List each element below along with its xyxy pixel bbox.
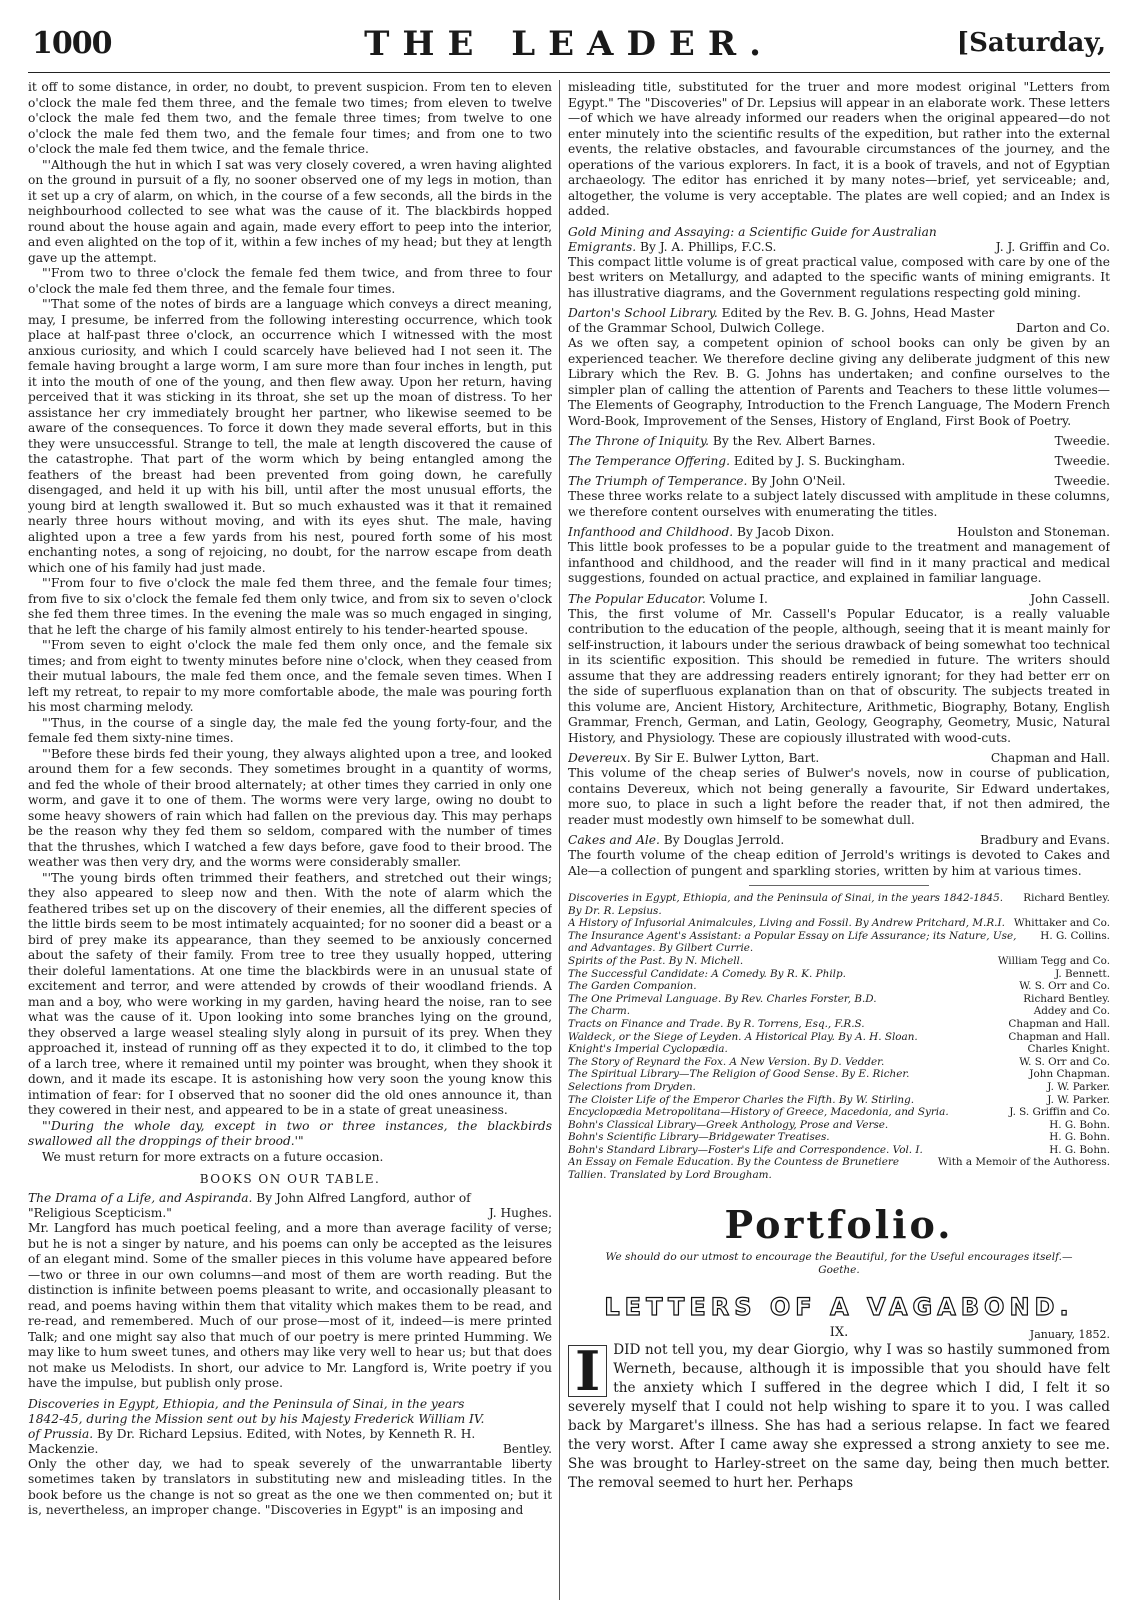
book-author: Edited by the Rev. B. G. Johns, Head Master of the Grammar School, Dulwich College. bbox=[568, 306, 995, 335]
received-book-row bbox=[568, 1131, 1110, 1144]
book-title: Infanthood and Childhood. bbox=[568, 525, 734, 539]
received-book-title: The Story of Reynard the Fox. A New Version. By D. Vedder. bbox=[568, 1055, 885, 1068]
book-publisher: Chapman and Hall. bbox=[990, 751, 1110, 765]
book-author: Edited by J. S. Buckingham. bbox=[733, 454, 906, 468]
received-book-publisher: W. S. Orr and Co. bbox=[1019, 1055, 1110, 1068]
book-entry-heading bbox=[568, 751, 1110, 766]
received-book-row bbox=[568, 1056, 1110, 1069]
book-review-text: Mr. Langford has much poetical feeling, and a more than average facility of verse; but he is not a singer by nature, and his poems can only be accepted as the leisures of an elegant mind. Some of the smaller pieces in this volume have appeared before—two or three in our own columns—and most of them are worth reading. But the distinction is infinite between poems pleasant to write, and occasionally pleasant to read, and poems having within them that vitality which makes them to be read, and re-read, and remembered. Much of our prose—most of it, indeed—is mere printed Talk; and one might say also that much of our poetry is mere printed Humming. We may like to hum sweet tunes, and others may like very well to hear us; but that does not make us Melodists. In short, our advice to Mr. Langford is, Write poetry if you have the impulse, but publish only prose. bbox=[28, 1221, 552, 1390]
received-book-row bbox=[568, 1043, 1110, 1056]
received-book-row bbox=[568, 917, 1110, 930]
received-book-title: Tracts on Finance and Trade. By R. Torrens, Esq., F.R.S. bbox=[568, 1017, 865, 1030]
book-publisher: Tweedie. bbox=[1054, 454, 1110, 468]
book-entry-heading bbox=[568, 474, 1110, 489]
received-book-title: Bohn's Standard Library—Foster's Life and Correspondence. Vol. I. bbox=[568, 1143, 923, 1156]
continued-review-text: misleading title, substituted for the truer and more modest original "Letters from Egypt." The "Discoveries" of Dr. Lepsius will appear in an elaborate work. These letters—of which we have already informed our readers when the original appeared—do not enter minutely into the scientific results of the expedition, but rather into the external events, the relative obstacles, and favourable circumstances of the journey, and the operations of the various explorers. In fact, it is a book of travels, and not of Egyptian archaeology. The editor has enriched it by many notes—brief, yet serviceable; and, altogether, the volume is very acceptable. The plates are well copied; and an Index is added. bbox=[568, 80, 1110, 218]
book-publisher: Bentley. bbox=[502, 1441, 552, 1456]
received-book-publisher: Whittaker and Co. bbox=[1013, 917, 1110, 930]
received-book-publisher: William Tegg and Co. bbox=[997, 954, 1110, 967]
book-author: By John Alfred Langford, author of "Religious Scepticism." bbox=[28, 1191, 471, 1220]
letters-heading: LETTERS OF A VAGABOND. bbox=[604, 1292, 1074, 1321]
article-paragraph: "'Before these birds fed their young, they always alighted upon a tree, and looked around them for a few seconds. They sometimes brought in a quantity of worms, and fed the whole of their brood alternately; at other times they carried in only one worm, and gave it to one of them. The worms were very large, owing no doubt to some heavy showers of rain which had fallen on the previous day. This may perhaps be the reason why they fed them so seldom, compared with the number of times that the thrushes, which I watched a few days before, gave food to their brood. The weather was then very dry, and the worms were considerably smaller. bbox=[28, 746, 552, 869]
received-book-publisher: John Chapman. bbox=[1029, 1068, 1110, 1081]
book-review-text: This little book professes to be a popular guide to the treatment and management of infanthood and childhood, and the reader will find in it many practical and medical suggestions, founded on actual practice, and explained in familiar language. bbox=[568, 540, 1110, 585]
article-paragraph: "'Thus, in the course of a single day, the male fed the young forty-four, and the female fed them sixty-nine times. bbox=[28, 715, 552, 745]
received-book-row bbox=[568, 1156, 1110, 1181]
book-entry-heading bbox=[28, 1397, 552, 1457]
books-section-heading: BOOKS ON OUR TABLE. bbox=[199, 1172, 381, 1186]
received-book-title: An Essay on Female Education. By the Countess de Brunetiere Tallien. Translated by Lord Brougham. bbox=[568, 1156, 899, 1182]
received-book-row bbox=[568, 1144, 1110, 1157]
received-book-publisher: J. S. Griffin and Co. bbox=[1009, 1106, 1110, 1119]
book-review-text: This, the first volume of Mr. Cassell's Popular Educator, is a really valuable contribution to the education of the people, although, seeing that it is meant mainly for self-instruction, it labours under the serious drawback of being somewhat too technical in its scientific exposition. This should be remedied in future. The writers should assume that they are addressing readers entirely ignorant; for they had better err on the side of superfluous explanation than on that of obscurity. The subjects treated in this volume are, Ancient History, Architecture, Arithmetic, Biography, Botany, English Grammar, French, German, and Latin, Geology, Geography, Geometry, Music, Natural History, and Physiology. These are copiously illustrated with wood-cuts. bbox=[568, 606, 1110, 745]
book-author: Volume I. bbox=[709, 591, 768, 606]
page-number: 1000 bbox=[32, 26, 112, 61]
received-book-row bbox=[568, 892, 1110, 917]
book-publisher: Tweedie. bbox=[1054, 474, 1110, 488]
article-paragraph: "'That some of the notes of birds are a language which conveys a direct meaning, may, I presume, be inferred from the following interesting occurrence, which took place at half-past three o'clock, an occurrence which I witnessed with the most anxious curiosity, and which I could scarcely have believed had I not seen it. The female having brought a large worm, I am sure more than four inches in length, put it into the mouth of one of the young, and then flew away. Upon her return, having perceived that it was sticking in its throat, she set up the moan of distress. To her assistance her cry immediately brought her partner, who likewise seemed to be aware of the consequences. To force it down they made several efforts, but in this they were unsuccessful. Strange to tell, the male at length discovered the cause of the catastrophe. That part of the worm which by being entangled among the feathers of the breast had been prevented from going down, he carefully disengaged, and held it up with his bill, until after the most unusual efforts, the young bird at length swallowed it. But so much exhausted was it that it remained nearly three hours without moving, and with its eyes shut. The male, having alighted upon a tree a few yards from his nest, poured forth some of his most enchanting notes, a song of rejoicing, no doubt, for the narrow escape from death which one of his family had just made. bbox=[28, 297, 552, 575]
received-book-publisher: Charles Knight. bbox=[1027, 1043, 1110, 1056]
received-book-publisher: Chapman and Hall. bbox=[1008, 1030, 1110, 1043]
received-book-title: Discoveries in Egypt, Ethiopia, and the Peninsula of Sinai, in the years 1842-1845. By Dr. R. Lepsius. bbox=[568, 892, 1004, 917]
received-book-row bbox=[568, 955, 1110, 968]
book-title: Devereux. bbox=[568, 751, 631, 765]
book-publisher: J. J. Griffin and Co. bbox=[995, 239, 1110, 254]
received-book-row bbox=[568, 968, 1110, 981]
book-author: By Dr. Richard Lepsius. Edited, with Notes, by Kenneth R. H. Mackenzie. bbox=[28, 1426, 476, 1456]
book-entry-heading bbox=[568, 833, 1110, 848]
book-author: By J. A. Phillips, F.C.S. bbox=[640, 239, 777, 254]
received-book-publisher: Richard Bentley. bbox=[1023, 992, 1110, 1005]
book-entry-heading bbox=[568, 225, 1110, 255]
book-review-text: This compact little volume is of great practical value, composed with care by one of the best writers on Metallurgy, and adapted to the specific wants of mining emigrants. It has illustrative diagrams, and the Government regulations respecting gold mining. bbox=[568, 254, 1110, 300]
article-closing: We must return for more extracts on a future occasion. bbox=[42, 1149, 384, 1164]
received-book-row bbox=[568, 980, 1110, 993]
book-review-text: The fourth volume of the cheap edition of Jerrold's writings is devoted to Cakes and Ale—a collection of pungent and sparkling stories, written by him at various times. bbox=[568, 848, 1110, 878]
newspaper-title: THE LEADER. bbox=[364, 24, 774, 64]
book-entry-heading bbox=[28, 1191, 552, 1221]
book-entry-heading bbox=[568, 454, 1110, 469]
section-rule bbox=[749, 885, 929, 886]
book-title: Darton's School Library. bbox=[568, 306, 718, 320]
left-column bbox=[28, 80, 552, 1600]
portfolio-motto: We should do our utmost to encourage the Beautiful, for the Useful encourages itself.—Goethe. bbox=[605, 1250, 1073, 1276]
received-book-row bbox=[568, 930, 1110, 955]
books-received-list bbox=[568, 892, 1110, 1182]
book-author: By Jacob Dixon. bbox=[737, 525, 835, 539]
book-entries bbox=[568, 225, 1110, 880]
received-book-title: The Successful Candidate: A Comedy. By R. K. Philp. bbox=[568, 967, 846, 980]
book-author: By Douglas Jerrold. bbox=[663, 833, 785, 847]
received-book-title: Selections from Dryden. bbox=[568, 1080, 696, 1093]
book-title: The Temperance Offering. bbox=[568, 454, 730, 468]
received-book-row bbox=[568, 1068, 1110, 1081]
book-publisher: John Cassell. bbox=[1030, 591, 1110, 606]
received-book-title: The Spiritual Library—The Religion of Good Sense. By E. Richer. bbox=[568, 1068, 910, 1081]
letter-text: DID not tell you, my dear Giorgio, why I was so hastily summoned from Werneth, because, although it is impossible that you should have felt the anxiety which I suffered in the degree which I did, I felt it so severely myself that I could not help wishing to spare it to you. I was called back by Margaret's illness. She has had a serious relapse. In fact we feared the very worst. After I came away she expressed a strong anxiety to see me. She was brought to Harley-street on the same day, being then much better. The removal seemed to hurt her. Perhaps bbox=[568, 1341, 1110, 1491]
received-book-title: A History of Infusorial Animalcules, Living and Fossil. By Andrew Pritchard, M.R.I. bbox=[568, 917, 1005, 930]
book-entry-heading bbox=[568, 306, 1110, 336]
book-publisher: Darton and Co. bbox=[1016, 321, 1110, 335]
received-book-title: The Garden Companion. bbox=[568, 980, 697, 993]
letter-date: January, 1852. bbox=[1029, 1327, 1110, 1341]
received-book-row bbox=[568, 1005, 1110, 1018]
received-book-title: Bohn's Classical Library—Greek Anthology, Prose and Verse. bbox=[568, 1118, 889, 1131]
received-book-title: Spirits of the Past. By N. Michell. bbox=[568, 954, 744, 967]
book-publisher: J. Hughes. bbox=[488, 1206, 552, 1220]
book-author: By Sir E. Bulwer Lytton, Bart. bbox=[634, 751, 820, 765]
book-author: By the Rev. Albert Barnes. bbox=[712, 434, 876, 448]
book-entry-heading bbox=[568, 592, 1110, 607]
article-paragraph: "'From seven to eight o'clock the male fed them only once, and the female six times; and from eight to twenty minutes before nine o'clock, when they ceased from their mutual labours, the male fed them once, and the female seven times. When I left my retreat, to repair to my more comfortable abode, the male was pouring forth his most charming melody. bbox=[28, 638, 552, 714]
received-book-publisher: J. W. Parker. bbox=[1047, 1093, 1110, 1106]
issue-day: [Saturday, bbox=[956, 28, 1106, 58]
received-book-title: Encyclopædia Metropolitana—History of Greece, Macedonia, and Syria. bbox=[568, 1106, 949, 1119]
received-book-row bbox=[568, 1018, 1110, 1031]
received-book-title: The Insurance Agent's Assistant: a Popular Essay on Life Assurance; its Nature, Use, and Advantages. By Gilbert Currie. bbox=[568, 929, 1017, 955]
received-book-publisher: Chapman and Hall. bbox=[1008, 1017, 1110, 1030]
letter-number: IX. bbox=[829, 1324, 849, 1340]
received-book-row bbox=[568, 1081, 1110, 1094]
book-publisher: Tweedie. bbox=[1054, 434, 1110, 448]
received-book-publisher: W. S. Orr and Co. bbox=[1019, 980, 1110, 993]
letter-paragraph bbox=[568, 1338, 1110, 1493]
book-title: The Drama of a Life, and Aspiranda. bbox=[28, 1191, 253, 1205]
article-paragraph: "'The young birds often trimmed their feathers, and stretched out their wings; they also appeared to sleep now and then. With the note of alarm which the feathered tribes set up on the discovery of their enemies, all the different species of the little birds seem to be most intimately acquainted; for no sooner did a beast or a bird of prey make its appearance, than they seemed to be anxiously concerned about the safety of their family. From tree to tree they usually hopped, uttering their doleful lamentations. At one time the blackbirds were in an unusual state of excitement and terror, and were attended by crowds of their woodland friends. A man and a boy, who were working in my garden, having heard the noise, ran to see what was the cause of it. Upon looking into some branches lying on the ground, they observed a large weasel stealing slyly along in pursuit of its prey. When they approached it, instead of running off as they expected it to do, it climbed to the top of a larch tree, where it remained until my pointer was brought, when they shook it down, and it made its escape. It is astonishing how very soon the young know this intimation of fear: for I observed that no sooner did the old ones announce it, than they cowered in their nest, and appeared to be in a state of great uneasiness. bbox=[28, 870, 552, 1117]
received-book-row bbox=[568, 1119, 1110, 1132]
book-author: By John O'Neil. bbox=[751, 474, 846, 488]
newspaper-page bbox=[28, 20, 1110, 1600]
received-book-title: Waldeck, or the Siege of Leyden. A Historical Play. By A. H. Sloan. bbox=[568, 1030, 918, 1043]
book-entry-heading bbox=[568, 434, 1110, 449]
received-book-publisher: H. G. Bohn. bbox=[1049, 1118, 1110, 1131]
columns bbox=[28, 80, 1110, 1600]
received-book-publisher: H. G. Collins. bbox=[1040, 929, 1110, 942]
article-paragraph: "'Although the hut in which I sat was very closely covered, a wren having alighted on the ground in pursuit of a fly, no sooner observed one of my legs in motion, than it set up a cry of alarm, on which, in the course of a few seconds, all the birds in the neighbourhood collected to see what was the cause of it. The blackbirds hopped round about the house again and again, made every effort to peep into the interior, and even alighted on the top of it, within a few inches of my head; but they at length gave up the attempt. bbox=[28, 157, 552, 265]
book-title: The Popular Educator. bbox=[568, 591, 706, 606]
received-book-publisher: With a Memoir of the Authoress. bbox=[937, 1156, 1110, 1169]
received-book-title: The One Primeval Language. By Rev. Charles Forster, B.D. bbox=[568, 992, 877, 1005]
article-paragraph: it off to some distance, in order, no doubt, to prevent suspicion. From ten to eleven o'clock the male fed them three, and the female two times; from eleven to twelve o'clock the male fed them two, and the female three times; from twelve to one o'clock the male fed them two, and the female four times; and from one to two o'clock the male fed them twice, and the female thrice. bbox=[28, 80, 552, 156]
received-book-publisher: Addey and Co. bbox=[1033, 1005, 1110, 1018]
received-book-title: The Charm. bbox=[568, 1005, 631, 1018]
received-book-publisher: H. G. Bohn. bbox=[1049, 1143, 1110, 1156]
book-review-text: Only the other day, we had to speak severely of the unwarrantable liberty sometimes taken by translators in substituting new and misleading titles. In the book before us the change is not so great as the one we then commented on; but it is, nevertheless, an improper change. "Discoveries in Egypt" is an imposing and bbox=[28, 1456, 552, 1517]
book-review-text: This volume of the cheap series of Bulwer's novels, now in course of publication, contains Devereux, which not being generally a favourite, Sir Edward undertakes, more suo, to place in such a light before the reader that, if not then admired, the reader must modestly own himself to be somewhat dull. bbox=[568, 766, 1110, 827]
article-paragraph: "'From two to three o'clock the female fed them twice, and from three to four o'clock the male fed them three, and the female four times. bbox=[28, 266, 552, 296]
book-publisher: Houlston and Stoneman. bbox=[957, 525, 1110, 539]
book-review-text: As we often say, a competent opinion of school books can only be given by an experienced teacher. We therefore decline giving any deliberate judgment of this new Library which the Rev. B. G. Johns has undertaken; and confine ourselves to the simpler plan of calling the attention of Parents and Teachers to these little volumes—The Elements of Geography, Introduction to the French Language, The Modern French Word-Book, Improvement of the Senses, History of England, First Book of Poetry. bbox=[568, 336, 1110, 428]
book-publisher: Bradbury and Evans. bbox=[980, 833, 1110, 847]
received-book-row bbox=[568, 993, 1110, 1006]
portfolio-heading: Portfolio. bbox=[724, 1201, 954, 1247]
received-book-title: Bohn's Scientific Library—Bridgewater Treatises. bbox=[568, 1131, 830, 1144]
book-title: The Triumph of Temperance. bbox=[568, 474, 748, 488]
received-book-row bbox=[568, 1031, 1110, 1044]
received-book-publisher: H. G. Bohn. bbox=[1049, 1131, 1110, 1144]
column-divider bbox=[559, 80, 560, 1600]
book-title: Gold Mining and Assaying: a Scientific Guide for Australian Emigrants. bbox=[568, 224, 937, 254]
book-title: Cakes and Ale. bbox=[568, 833, 660, 847]
received-book-row bbox=[568, 1106, 1110, 1119]
book-entry-heading bbox=[568, 525, 1110, 540]
book-review-text: These three works relate to a subject lately discussed with amplitude in these columns, we therefore content ourselves with enumerating the titles. bbox=[568, 489, 1110, 519]
masthead bbox=[28, 20, 1110, 73]
received-book-title: Knight's Imperial Cyclopædia. bbox=[568, 1043, 728, 1056]
book-title: Discoveries in Egypt, Ethiopia, and the Peninsula of Sinai, in the years 1842-45, during the Mission sent out by his Majesty Frederick William IV. of Prussia. bbox=[28, 1396, 485, 1441]
received-book-publisher: Richard Bentley. bbox=[1023, 892, 1110, 904]
article-paragraph: "'From four to five o'clock the male fed them three, and the female four times; from five to six o'clock the female fed them only twice, and from six to seven o'clock she fed them three times. In the evening the male was so much engaged in singing, that he left the charge of his family almost entirely to his tender-hearted spouse. bbox=[28, 576, 552, 637]
received-book-publisher: J. Bennett. bbox=[1055, 967, 1110, 980]
article-paragraph: "'During the whole day, except in two or three instances, the blackbirds swallowed all the droppings of their brood.'" bbox=[28, 1118, 552, 1148]
received-book-publisher: J. W. Parker. bbox=[1047, 1080, 1110, 1093]
received-book-row bbox=[568, 1094, 1110, 1107]
received-book-title: The Cloister Life of the Emperor Charles the Fifth. By W. Stirling. bbox=[568, 1093, 915, 1106]
dropcap-letter: I bbox=[568, 1345, 607, 1397]
right-column bbox=[568, 80, 1110, 1600]
book-title: The Throne of Iniquity. bbox=[568, 434, 710, 448]
